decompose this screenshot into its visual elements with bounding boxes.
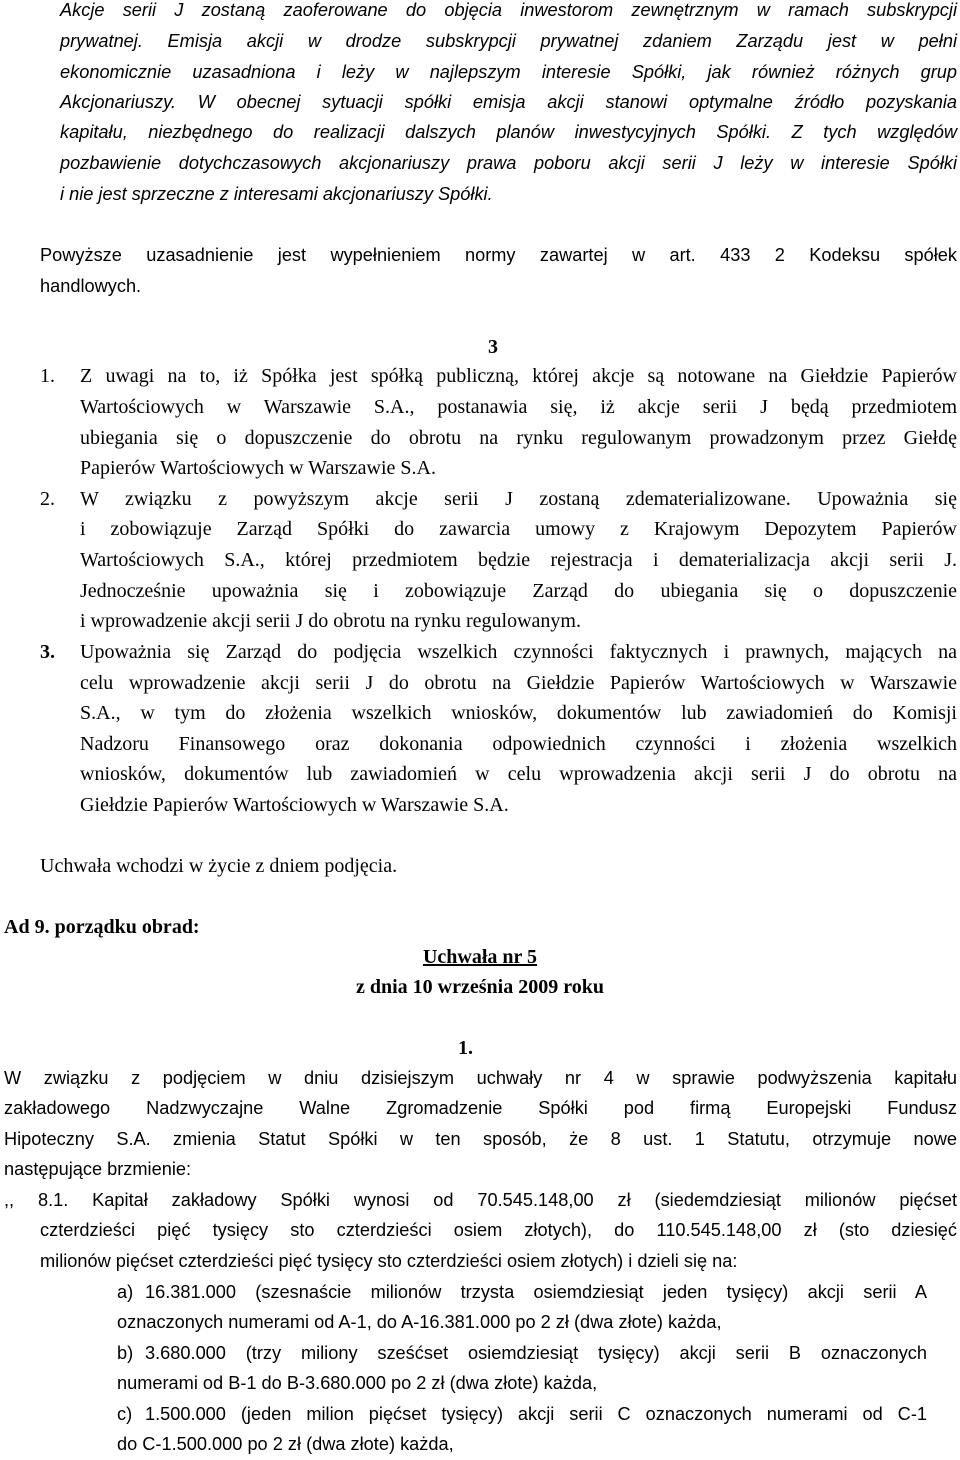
text-line: i wprowadzenie akcji serii J do obrotu na rynku regulowanym. — [80, 610, 581, 632]
text-line: do C-1.500.000 po 2 zł (dwa złote) każda, — [117, 1434, 454, 1454]
text-line: S.A., w tym do złożenia wszelkich wniosków, dokumentów lub zawiadomień do Komisji — [80, 702, 957, 724]
text-line: Z uwagi na to, iż Spółka jest spółką publiczną, której akcje są notowane na Giełdzie Papierów — [80, 365, 957, 387]
section-heading: 3 — [488, 336, 498, 358]
text-line: oznaczonych numerami od A-1, do A-16.381.000 po 2 zł (dwa złote) każda, — [117, 1312, 722, 1332]
text-line: prywatnej. Emisja akcji w drodze subskrypcji prywatnej zdaniem Zarządu jest w pełni — [60, 31, 957, 51]
text-line: 1.500.000 (jeden milion pięćset tysięcy) akcji serii C oznaczonych numerami od C-1 — [145, 1404, 927, 1424]
text-line: zakładowego Nadzwyczajne Walne Zgromadzenie Spółki pod firmą Europejski Fundusz — [4, 1098, 957, 1118]
item-label: a) — [117, 1282, 134, 1302]
text-line: celu wprowadzenie akcji serii J do obrotu na Giełdzie Papierów Wartościowych w Warszawie — [80, 672, 957, 694]
text-line: pozbawienie dotychczasowych akcjonariuszy prawa poboru akcji serii J leży w interesie Spółki — [60, 153, 957, 173]
text-line: ekonomicznie uzasadniona i leży w najlepszym interesie Spółki, jak również różnych grup — [60, 62, 957, 82]
item-number: 1. — [40, 365, 55, 387]
text-line: ubiegania się o dopuszczenie do obrotu na rynku regulowanym prowadzonym przez Giełdę — [80, 427, 957, 449]
text-line: Hipoteczny S.A. zmienia Statut Spółki w ten sposób, że 8 ust. 1 Statutu, otrzymuje nowe — [4, 1129, 957, 1149]
text-line: Akcje serii J zostaną zaoferowane do objęcia inwestorom zewnętrznym w ramach subskrypcji — [60, 0, 957, 20]
text-line: handlowych. — [40, 276, 142, 296]
resolution-title: Uchwała nr 5 — [422, 946, 538, 968]
text-line: i nie jest sprzeczne z interesami akcjonariuszy Spółki. — [60, 184, 493, 204]
text-line: W związku z powyższym akcje serii J zostaną zdematerializowane. Upoważnia się — [80, 488, 957, 510]
effective-clause: Uchwała wchodzi w życie z dniem podjęcia. — [40, 855, 398, 877]
text-line: Jednocześnie upoważnia się i zobowiązuje Zarząd do ubiegania się o dopuszczenie — [80, 580, 957, 602]
text-line: Nadzoru Finansowego oraz dokonania odpowiednich czynności i złożenia wszelkich — [80, 733, 957, 755]
item-label: b) — [117, 1343, 134, 1363]
agenda-heading: Ad 9. porządku obrad: — [4, 916, 200, 938]
text-line: kapitału, niezbędnego do realizacji dalszych planów inwestycyjnych Spółki. Z tych względów — [60, 122, 957, 142]
text-line: Wartościowych w Warszawie S.A., postanawia się, iż akcje serii J będą przedmiotem — [80, 396, 957, 418]
text-line: Akcjonariuszy. W obecnej sytuacji spółki emisja akcji stanowi optymalne źródło pozyskania — [60, 92, 957, 112]
text-line: następujące brzmienie: — [4, 1159, 192, 1179]
text-line: Giełdzie Papierów Wartościowych w Warszawie S.A. — [80, 794, 509, 816]
text-line: Wartościowych S.A., której przedmiotem będzie rejestracja i dematerializacja akcji serii J. — [80, 549, 957, 571]
text-line: milionów pięćset czterdzieści pięć tysięcy sto czterdzieści osiem złotych) i dzieli się na: — [40, 1251, 738, 1271]
text-line: wniosków, dokumentów lub zawiadomień w celu wprowadzenia akcji serii J do obrotu na — [80, 763, 957, 785]
text-line: 3.680.000 (trzy miliony sześćset osiemdziesiąt tysięcy) akcji serii B oznaczonych — [145, 1343, 927, 1363]
text-line: Powyższe uzasadnienie jest wypełnieniem normy zawartej w art. 433 2 Kodeksu spółek — [40, 245, 957, 265]
text-line: numerami od B-1 do B-3.680.000 po 2 zł (dwa złote) każda, — [117, 1373, 598, 1393]
text-line: Upoważnia się Zarząd do podjęcia wszelkich czynności faktycznych i prawnych, mających na — [80, 641, 957, 663]
resolution-date: z dnia 10 września 2009 roku — [356, 976, 604, 998]
text-line: W związku z podjęciem w dniu dzisiejszym uchwały nr 4 w sprawie podwyższenia kapitału — [4, 1068, 957, 1088]
text-line: Papierów Wartościowych w Warszawie S.A. — [80, 457, 436, 479]
section-heading: 1. — [458, 1037, 473, 1059]
text-line: ,, 8.1. Kapitał zakładowy Spółki wynosi od 70.545.148,00 zł (siedemdziesiąt milionów pięćset — [4, 1190, 957, 1210]
item-number: 2. — [40, 488, 55, 510]
item-number: 3. — [40, 641, 55, 663]
text-line: 16.381.000 (szesnaście milionów trzysta osiemdziesiąt jeden tysięcy) akcji serii A — [145, 1282, 927, 1302]
item-label: c) — [117, 1404, 133, 1424]
text-line: czterdzieści pięć tysięcy sto czterdzieści osiem złotych), do 110.545.148,00 zł (sto dziesięć — [40, 1220, 957, 1240]
text-line: i zobowiązuje Zarząd Spółki do zawarcia umowy z Krajowym Depozytem Papierów — [80, 518, 957, 540]
